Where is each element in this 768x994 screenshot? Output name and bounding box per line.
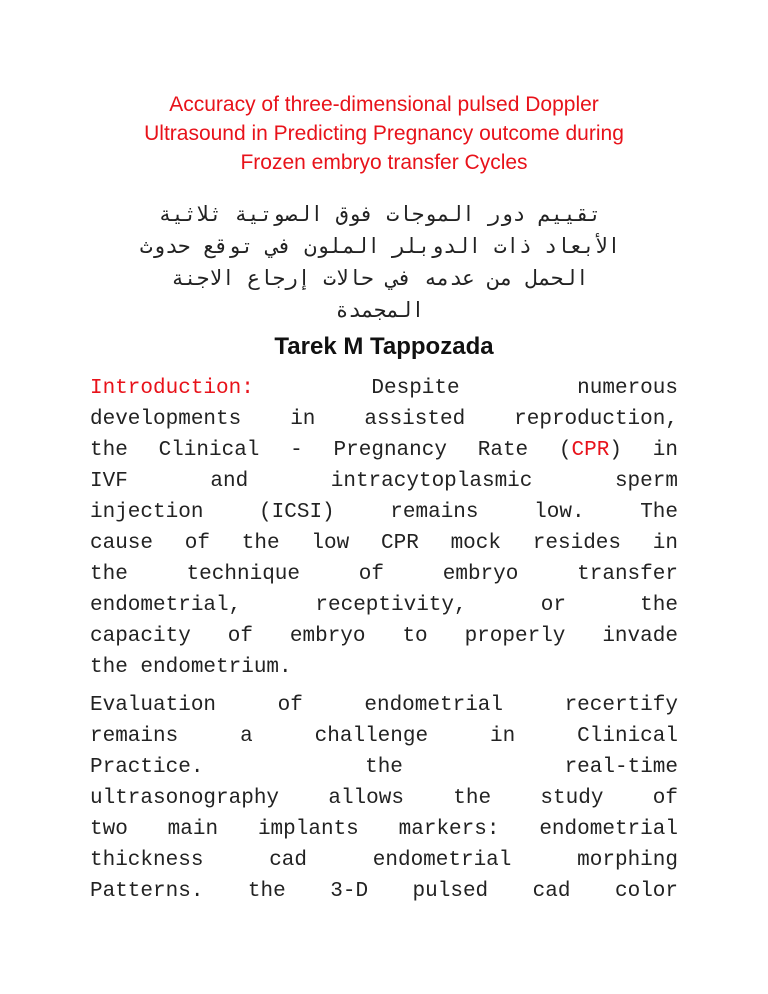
word: embryo (289, 625, 366, 648)
word: resides (532, 532, 621, 555)
word: capacity (90, 625, 191, 648)
word: intracytoplasmic (330, 470, 533, 493)
text-line (90, 783, 678, 814)
introduction-paragraph (90, 373, 678, 683)
word: and (210, 470, 249, 493)
word: (ICSI) (259, 501, 335, 524)
word: to (402, 625, 428, 648)
arabic-title-line: المجمدة (335, 298, 425, 322)
word: remains (90, 725, 179, 748)
word: the (453, 787, 492, 810)
word: mock (450, 532, 501, 555)
word: endometrial (539, 818, 678, 841)
word: receptivity, (315, 594, 467, 617)
text-line (90, 497, 678, 528)
text-line (90, 621, 678, 652)
word: or (540, 594, 566, 617)
arabic-title (80, 198, 680, 326)
word: of (184, 532, 211, 555)
word: of (277, 694, 303, 717)
word: endometrial (372, 849, 512, 872)
word: injection (90, 501, 204, 524)
title-line: Frozen embryo transfer Cycles (240, 151, 528, 174)
word: Rate (477, 439, 529, 462)
word: developments (90, 408, 242, 431)
text-line (90, 435, 678, 466)
word: 3-D (330, 880, 369, 903)
word: Clinical (577, 725, 678, 748)
text-line (90, 466, 678, 497)
text-line (90, 814, 678, 845)
word: markers: (398, 818, 500, 841)
word: Despite (371, 377, 460, 400)
word: of (358, 563, 384, 586)
text-line (90, 559, 678, 590)
word: Practice. (90, 756, 204, 779)
cpr-highlight: CPR (571, 439, 610, 462)
word: challenge (314, 725, 429, 748)
english-title (100, 90, 668, 177)
word: The (640, 501, 678, 524)
word: the (247, 880, 286, 903)
text-line (90, 876, 678, 907)
word: invade (602, 625, 678, 648)
text-line (90, 652, 678, 683)
word: morphing (577, 849, 678, 872)
arabic-title-line: الحمل من عدمه في حالات إرجاع الاجنة (171, 266, 589, 290)
word: main (167, 818, 219, 841)
text-line (90, 721, 678, 752)
word: pulsed (412, 880, 489, 903)
word: CPR (380, 532, 419, 555)
word: of (652, 787, 678, 810)
word: Evaluation (90, 694, 217, 717)
word: color (614, 880, 678, 903)
word: technique (186, 563, 300, 586)
word: - (290, 439, 303, 462)
word: transfer (577, 563, 678, 586)
word: cad (269, 849, 307, 872)
word: Pregnancy (333, 439, 447, 462)
title-line: Accuracy of three-dimensional pulsed Doppler (169, 93, 599, 116)
word: numerous (577, 377, 678, 400)
word: in (490, 725, 516, 748)
word: embryo (442, 563, 519, 586)
word: thickness (90, 849, 204, 872)
word: the (90, 563, 128, 586)
word: real-time (564, 756, 678, 779)
word: in (652, 532, 678, 555)
word: the (90, 439, 128, 462)
text-line (90, 752, 678, 783)
word: implants (257, 818, 359, 841)
text-line (90, 528, 678, 559)
word: the (241, 532, 280, 555)
word: cause (90, 532, 154, 555)
word: two (90, 818, 128, 841)
evaluation-paragraph (90, 690, 678, 907)
word: Introduction: (90, 377, 254, 400)
word: Clinical (158, 439, 260, 462)
word: cad (532, 880, 571, 903)
word: the endometrium. (90, 656, 292, 679)
word: endometrial (364, 694, 503, 717)
arabic-title-line: تقييم دور الموجات فوق الصوتية ثلاثية (158, 202, 602, 226)
word: endometrial, (90, 594, 242, 617)
word: low. (534, 501, 585, 524)
word: IVF (90, 470, 128, 493)
word: study (540, 787, 604, 810)
text-line (90, 404, 678, 435)
word: Patterns. (90, 880, 204, 903)
word: allows (328, 787, 404, 810)
word: sperm (614, 470, 678, 493)
word: a (240, 725, 253, 748)
word: the (640, 594, 678, 617)
word: the (365, 756, 403, 779)
arabic-title-line: الأبعاد ذات الدوبلر الملون في توقع حدوث (139, 234, 621, 258)
word: reproduction, (514, 408, 678, 431)
word: remains (390, 501, 479, 524)
word: in (290, 408, 316, 431)
title-line: Ultrasound in Predicting Pregnancy outcome during (144, 122, 624, 145)
word: low (311, 532, 350, 555)
text-line (90, 690, 678, 721)
word: properly (464, 625, 566, 648)
text-line (90, 845, 678, 876)
word: (CPR) (558, 439, 622, 462)
word: recertify (564, 694, 678, 717)
word: assisted (364, 408, 466, 431)
word: ultrasonography (90, 787, 280, 810)
text-line (90, 373, 678, 404)
text-line (90, 590, 678, 621)
author-name: Tarek M Tappozada (274, 333, 494, 360)
word: of (227, 625, 253, 648)
word: in (652, 439, 678, 462)
